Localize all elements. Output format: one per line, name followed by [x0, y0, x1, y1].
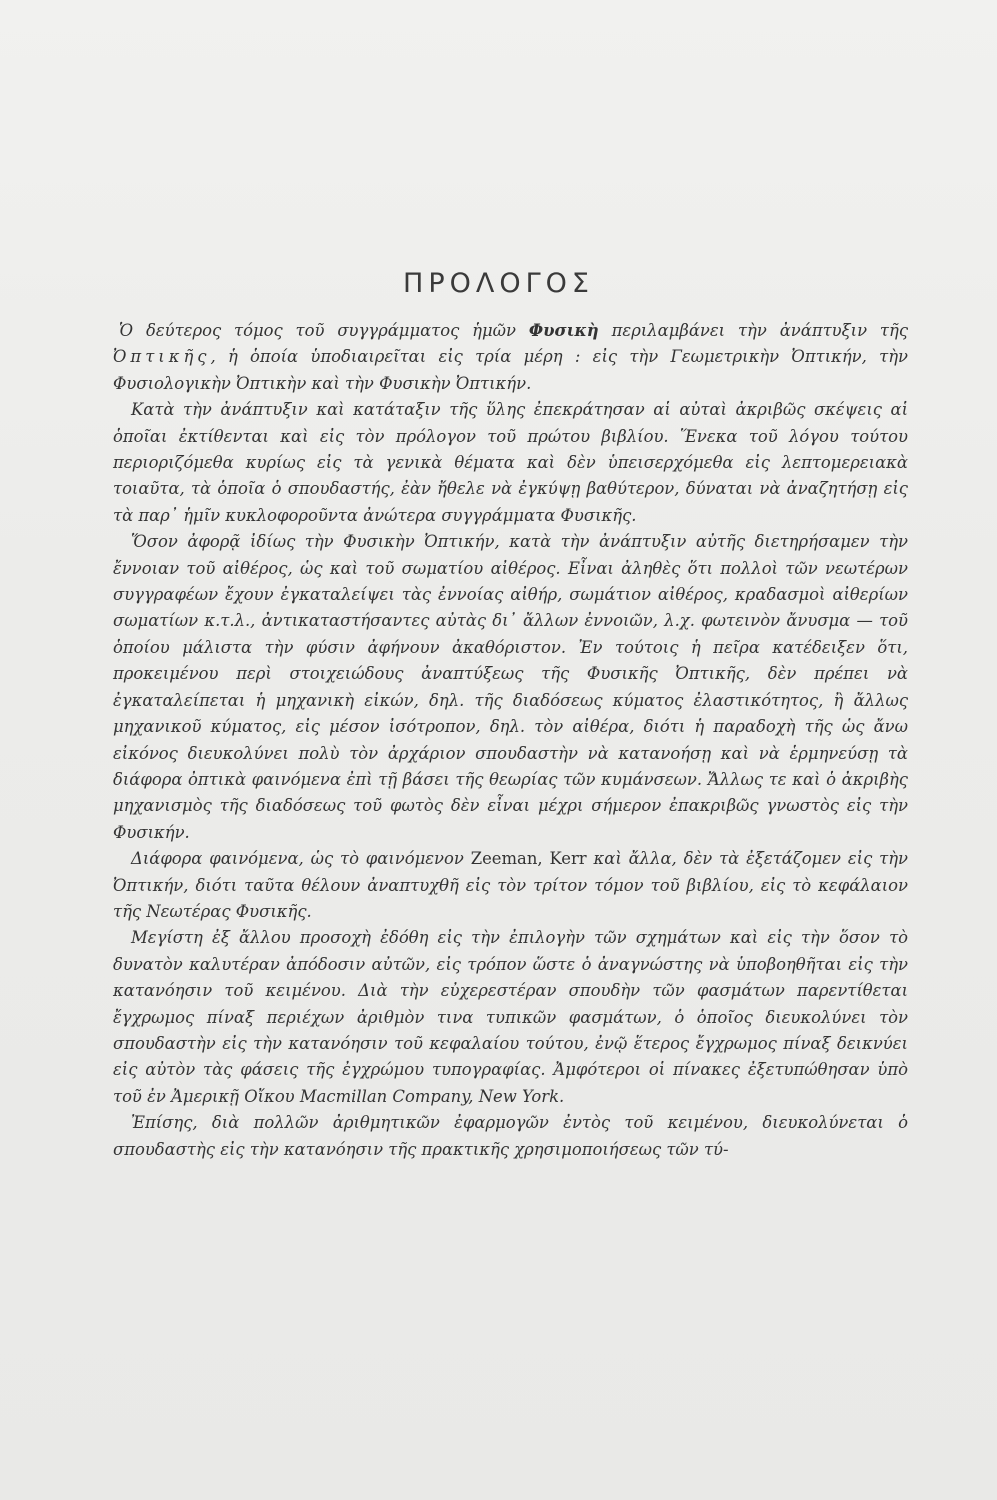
p4-part-a: Διάφορα φαινόμενα, ὡς τὸ φαινόμενον: [131, 849, 471, 869]
p1-part-c: περιλαμβάνει τὴν ἀνάπτυξιν τῆς: [598, 321, 908, 340]
paragraph-5: [113, 925, 908, 1110]
paragraph-3: Ὅσον ἀφορᾷ ἰδίως τὴν Φυσικὴν Ὀπτικήν, κατὰ τὴν ἀνάπτυξιν αὐτῆς διετηρήσαμεν τὴν ἔννοιαν τοῦ αἰθέρος, ὡς καὶ τοῦ σωματίου αἰθέρος. Εἶναι ἀληθὲς ὅτι πολλοὶ τῶν νεωτέρων συγγραφέων ἔχουν ἐγκαταλείψει τὰς ἐννοίας αἰθήρ, σωμάτιον αἰθέρος, κραδασμοὶ αἰθερίων σωματίων κ.τ.λ., ἀντικαταστήσαντες αὐτὰς δι᾽ ἄλλων ἐννοιῶν, λ.χ. φωτεινὸν ἄνυσμα — τοῦ ὁποίου μάλιστα τὴν φύσιν ἀφήνουν ἀκαθόριστον. Ἐν τούτοις ἡ πεῖρα κατέδειξεν ὅτι, προκειμένου περὶ στοιχειώδους ἀναπτύξεως τῆς Φυσικῆς Ὀπτικῆς, δὲν πρέπει νὰ ἐγκαταλείπεται ἡ μηχανικὴ εἰκών, δηλ. τῆς διαδόσεως κύματος ἐλαστικότητος, ἢ ἄλλως μηχανικοῦ κύματος, εἰς μέσον ἰσότροπον, δηλ. τὸν αἰθέρα, διότι ἡ παραδοχὴ τῆς ὡς ἄνω εἰκόνος διευκολύνει πολὺ τὸν ἀρχάριον σπουδαστὴν νὰ κατανοήσῃ καὶ νὰ ἑρμηνεύσῃ τὰ διάφορα ὀπτικὰ φαινόμενα ἐπὶ τῇ βάσει τῆς θεωρίας τῶν κυμάνσεων. Ἄλλως τε καὶ ὁ ἀκριβὴς μηχανισμὸς τῆς διαδόσεως τοῦ φωτὸς δὲν εἶναι μέχρι σήμερον ἐπακριβῶς γνωστὸς εἰς τὴν Φυσικήν.: [113, 532, 908, 842]
p1-optics-spaced: Ὀπτικῆς: [113, 347, 211, 367]
paragraph-6: Ἐπίσης, διὰ πολλῶν ἀριθμητικῶν ἐφαρμογῶν ἐντὸς τοῦ κειμένου, διευκολύνεται ὁ σπουδαστὴς εἰς τὴν κατανόησιν τῆς πρακτικῆς χρησιμοποιήσεως τῶν τύ-: [113, 1113, 908, 1159]
p5-part-a: Μεγίστη ἐξ ἄλλου προσοχὴ ἐδόθη εἰς τὴν ἐπιλογὴν τῶν σχημάτων καὶ εἰς τὴν ὅσον τὸ δυνατὸν καλυτέραν ἀπόδοσιν αὐτῶν, εἰς τρόπον ὥστε ὁ ἀναγνώστης νὰ ὑποβοηθῆται εἰς τὴν κατανόησιν τοῦ κειμένου. Διὰ τὴν εὐχερεστέραν σπουδὴν τῶν φασμάτων παρεντίθεται ἔγχρωμος πίναξ περιέχων ἀριθμὸν τινα τυπικῶν φασμάτων, ὁ ὁποῖος διευκολύνει τὸν σπουδαστὴν εἰς τὴν κατανόησιν τοῦ κεφαλαίου τούτου, ἐνῷ ἕτερος ἔγχρωμος πίναξ δεικνύει εἰς αὐτὸν τὰς φάσεις τῆς ἐγχρώμου τυπογραφίας. Ἀμφότεροι οἱ πίνακες ἐξετυπώθησαν ὑπὸ τοῦ ἐν Ἀμερικῇ Οἴκου: [113, 928, 908, 1106]
paragraph-2: Κατὰ τὴν ἀνάπτυξιν καὶ κατάταξιν τῆς ὕλης ἐπεκράτησαν αἱ αὐταὶ ἀκριβῶς σκέψεις αἱ ὁποῖαι ἐκτίθενται καὶ εἰς τὸν πρόλογον τοῦ πρώτου βιβλίου. Ἕνεκα τοῦ λόγου τούτου περιοριζόμεθα κυρίως εἰς τὰ γενικὰ θέματα καὶ δὲν ὑπεισερχόμεθα εἰς λεπτομερειακὰ τοιαῦτα, τὰ ὁποῖα ὁ σπουδαστής, ἐὰν ἤθελε νὰ ἐγκύψῃ βαθύτερον, δύναται νὰ ἀναζητήσῃ εἰς τὰ παρ᾽ ἡμῖν κυκλοφοροῦντα ἀνώτερα συγγράμματα Φυσικῆς.: [113, 400, 908, 525]
paragraph-4: [113, 846, 908, 925]
page-title: ΠΡΟΛΟΓΟΣ: [403, 268, 594, 299]
p4-names: Zeeman, Kerr: [470, 849, 587, 869]
body-text: [113, 318, 908, 1163]
p1-part-e: , ἡ ὁποία ὑποδιαιρεῖται εἰς τρία μέρη : εἰς τὴν Γεωμετρικὴν Ὀπτικήν, τὴν Φυσιολογικὴν Ὀπτικὴν καὶ τὴν Φυσικὴν Ὀπτικήν.: [113, 347, 908, 393]
paragraph-1: [113, 318, 908, 397]
p1-part-a: Ὁ δεύτερος τόμος τοῦ συγγράμματος ἡμῶν: [119, 321, 529, 340]
p5-publisher: Macmillan Company, New York.: [299, 1086, 565, 1106]
p1-book-title: Φυσικὴ: [528, 321, 599, 340]
p4-part-c: καὶ ἄλλα, δὲν τὰ ἐξετάζομεν εἰς τὴν Ὀπτικήν, διότι ταῦτα θέλουν ἀναπτυχθῆ εἰς τὸν τρίτον τόμον τοῦ βιβλίου, εἰς τὸ κεφάλαιον τῆς Νεωτέρας Φυσικῆς.: [113, 849, 908, 921]
